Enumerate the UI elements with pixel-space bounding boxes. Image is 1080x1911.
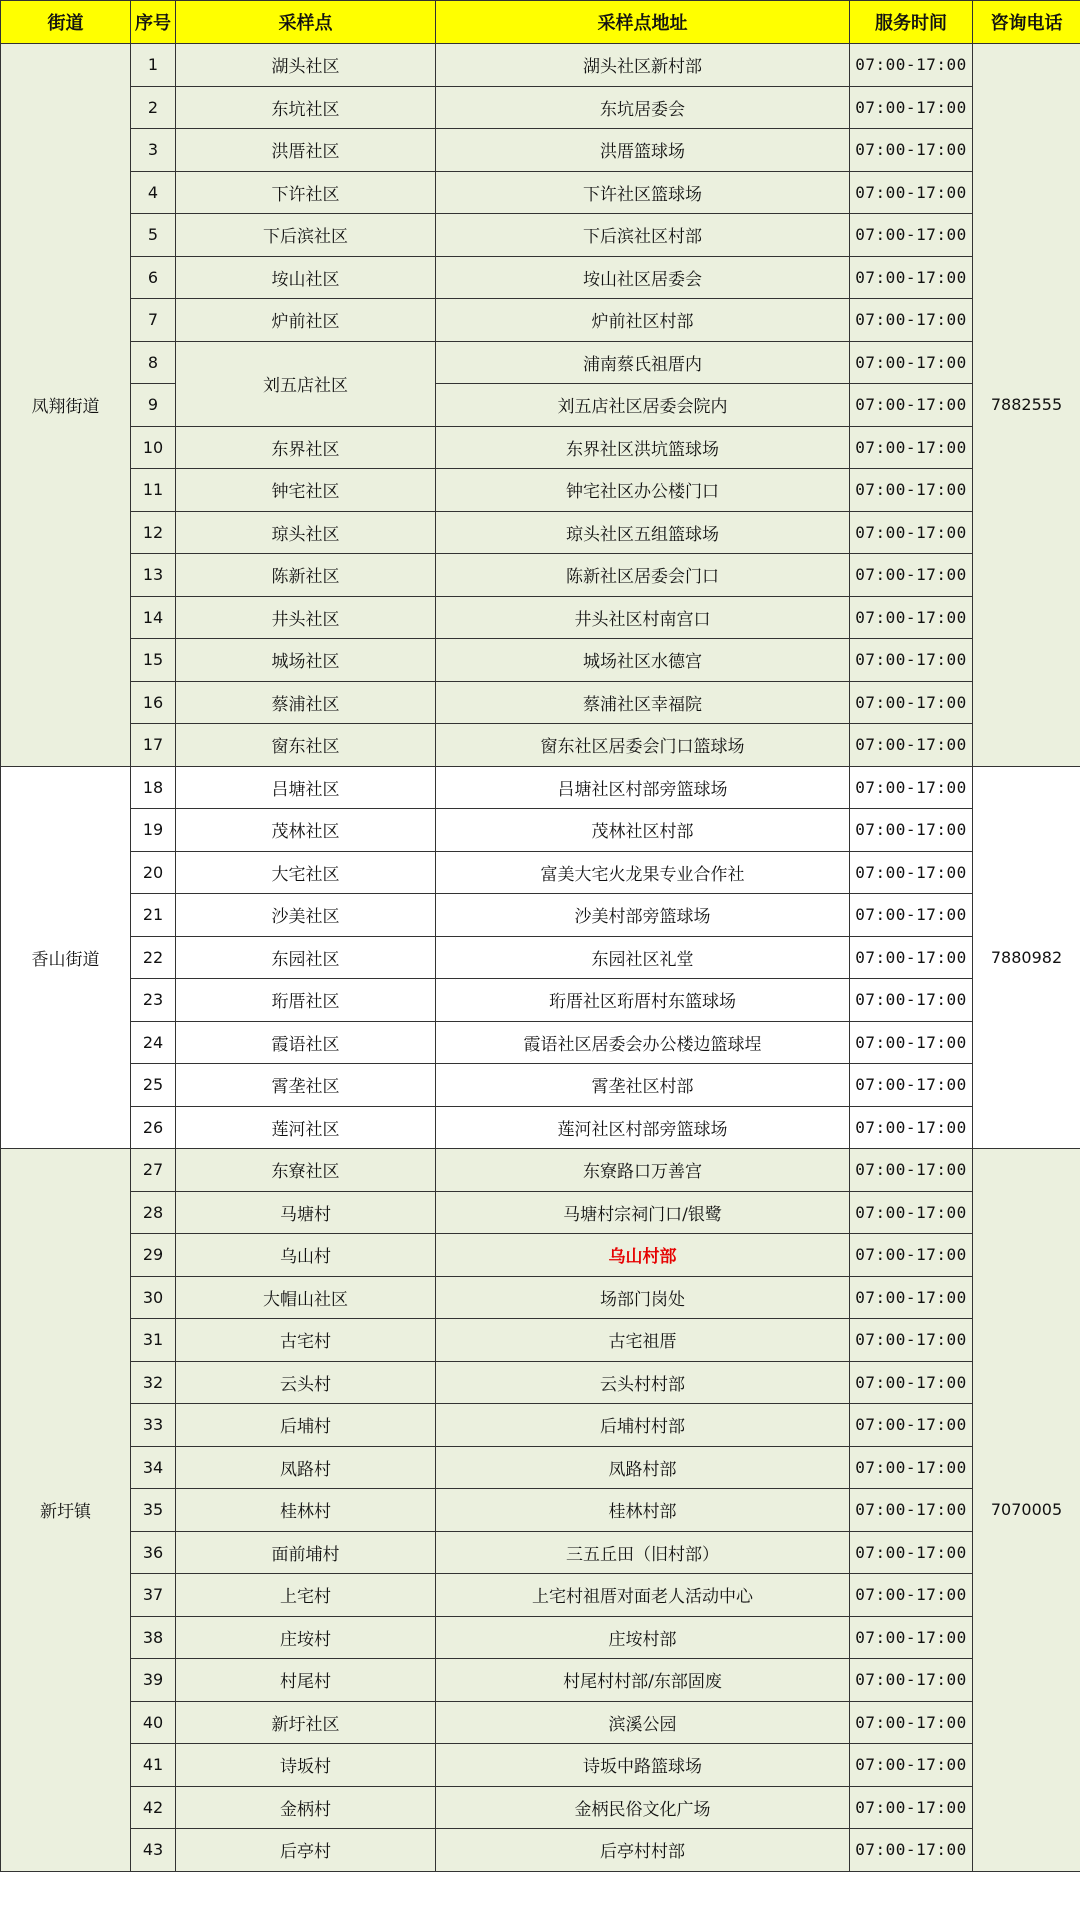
number-cell: 26: [131, 1106, 176, 1149]
address-cell: [436, 384, 850, 427]
address-cell: [436, 86, 850, 129]
address-text: 湖头社区新村部: [583, 57, 702, 78]
address-text: 村尾村村部/东部固废: [563, 1672, 722, 1693]
table-row: [1, 129, 1080, 172]
address-cell: [436, 171, 850, 214]
service-time-cell: 07:00-17:00: [850, 1786, 973, 1829]
address-text: 霞语社区居委会办公楼边篮球埕: [523, 1034, 762, 1055]
table-row: [1, 1191, 1080, 1234]
site-cell: 茂林社区: [176, 809, 436, 852]
table-row: [1, 766, 1080, 809]
address-text: 浦南蔡氏祖厝内: [583, 354, 702, 375]
table-row: [1, 256, 1080, 299]
service-time-cell: 07:00-17:00: [850, 214, 973, 257]
number-cell: 36: [131, 1531, 176, 1574]
service-time-cell: 07:00-17:00: [850, 1319, 973, 1362]
address-text: 桂林村部: [608, 1502, 677, 1523]
number-cell: 18: [131, 766, 176, 809]
address-cell: [436, 44, 850, 87]
number-cell: 35: [131, 1489, 176, 1532]
number-cell: 13: [131, 554, 176, 597]
table-row: [1, 1701, 1080, 1744]
service-time-cell: 07:00-17:00: [850, 894, 973, 937]
number-cell: 39: [131, 1659, 176, 1702]
number-cell: 3: [131, 129, 176, 172]
site-cell: 窗东社区: [176, 724, 436, 767]
address-text: 富美大宅火龙果专业合作社: [540, 864, 745, 885]
address-text: 炉前社区村部: [591, 312, 694, 333]
service-time-cell: 07:00-17:00: [850, 256, 973, 299]
address-text: 诗坂中路篮球场: [583, 1757, 702, 1778]
number-cell: 4: [131, 171, 176, 214]
site-cell: 大宅社区: [176, 851, 436, 894]
service-time-cell: 07:00-17:00: [850, 1106, 973, 1149]
address-text: 莲河社区村部旁篮球场: [557, 1119, 728, 1140]
number-cell: 32: [131, 1361, 176, 1404]
number-cell: 24: [131, 1021, 176, 1064]
number-cell: 11: [131, 469, 176, 512]
address-cell: [436, 1276, 850, 1319]
service-time-cell: 07:00-17:00: [850, 299, 973, 342]
service-time-cell: 07:00-17:00: [850, 426, 973, 469]
service-time-cell: 07:00-17:00: [850, 639, 973, 682]
address-cell: [436, 1574, 850, 1617]
site-cell: 霄垄社区: [176, 1064, 436, 1107]
address-text: 庄垵村部: [608, 1629, 677, 1650]
service-time-cell: 07:00-17:00: [850, 1701, 973, 1744]
phone-cell: 7880982: [973, 766, 1080, 1149]
site-cell: 桂林村: [176, 1489, 436, 1532]
service-time-cell: 07:00-17:00: [850, 1489, 973, 1532]
table-row: [1, 1616, 1080, 1659]
number-cell: 33: [131, 1404, 176, 1447]
address-cell: [436, 1064, 850, 1107]
site-cell: 村尾村: [176, 1659, 436, 1702]
address-cell: [436, 426, 850, 469]
site-cell: 蔡浦社区: [176, 681, 436, 724]
service-time-cell: 07:00-17:00: [850, 341, 973, 384]
number-cell: 8: [131, 341, 176, 384]
number-cell: 1: [131, 44, 176, 87]
service-time-cell: 07:00-17:00: [850, 1659, 973, 1702]
table-row: [1, 979, 1080, 1022]
address-cell: [436, 299, 850, 342]
table-row: [1, 1319, 1080, 1362]
number-cell: 20: [131, 851, 176, 894]
service-time-cell: 07:00-17:00: [850, 1574, 973, 1617]
table-row: [1, 1404, 1080, 1447]
table-row: [1, 1021, 1080, 1064]
address-text: 后埔村村部: [600, 1417, 685, 1438]
address-cell: [436, 809, 850, 852]
service-time-cell: 07:00-17:00: [850, 511, 973, 554]
service-time-cell: 07:00-17:00: [850, 384, 973, 427]
service-time-cell: 07:00-17:00: [850, 1616, 973, 1659]
number-cell: 21: [131, 894, 176, 937]
address-text: 场部门岗处: [600, 1289, 685, 1310]
table-row: [1, 681, 1080, 724]
table-row: [1, 1659, 1080, 1702]
address-text: 陈新社区居委会门口: [566, 567, 719, 588]
address-text: 窗东社区居委会门口篮球场: [540, 737, 745, 758]
address-cell: [436, 766, 850, 809]
site-cell: 后亭村: [176, 1829, 436, 1872]
address-cell: [436, 596, 850, 639]
service-time-cell: 07:00-17:00: [850, 86, 973, 129]
site-cell: 琼头社区: [176, 511, 436, 554]
service-time-cell: 07:00-17:00: [850, 979, 973, 1022]
address-cell: [436, 639, 850, 682]
address-cell: [436, 341, 850, 384]
address-text: 井头社区村南宫口: [574, 609, 711, 630]
address-text: 东园社区礼堂: [591, 949, 694, 970]
address-text: 下后滨社区村部: [583, 227, 702, 248]
address-cell: [436, 1829, 850, 1872]
number-cell: 31: [131, 1319, 176, 1362]
site-cell: 吕塘社区: [176, 766, 436, 809]
header-service-time: 服务时间: [850, 1, 973, 44]
table-row: [1, 1574, 1080, 1617]
number-cell: 15: [131, 639, 176, 682]
site-cell: 刘五店社区: [176, 341, 436, 426]
table-row: [1, 1489, 1080, 1532]
table-row: [1, 426, 1080, 469]
address-text: 古宅祖厝: [608, 1332, 677, 1353]
table-row: [1, 1531, 1080, 1574]
service-time-cell: 07:00-17:00: [850, 1021, 973, 1064]
site-cell: 城场社区: [176, 639, 436, 682]
address-cell: [436, 1191, 850, 1234]
address-cell: [436, 129, 850, 172]
table-row: [1, 809, 1080, 852]
number-cell: 38: [131, 1616, 176, 1659]
number-cell: 41: [131, 1744, 176, 1787]
street-cell: 香山街道: [1, 766, 131, 1149]
header-address: 采样点地址: [436, 1, 850, 44]
number-cell: 16: [131, 681, 176, 724]
site-cell: 乌山村: [176, 1234, 436, 1277]
address-text: 东寮路口万善宫: [583, 1162, 702, 1183]
site-cell: 古宅村: [176, 1319, 436, 1362]
number-cell: 17: [131, 724, 176, 767]
table-row: [1, 1744, 1080, 1787]
table-row: [1, 1106, 1080, 1149]
header-number: 序号: [131, 1, 176, 44]
street-cell: 新圩镇: [1, 1149, 131, 1872]
address-cell: [436, 681, 850, 724]
site-cell: 新圩社区: [176, 1701, 436, 1744]
service-time-cell: 07:00-17:00: [850, 809, 973, 852]
service-time-cell: 07:00-17:00: [850, 1234, 973, 1277]
site-cell: 霞语社区: [176, 1021, 436, 1064]
address-cell: [436, 851, 850, 894]
site-cell: 东界社区: [176, 426, 436, 469]
service-time-cell: 07:00-17:00: [850, 1829, 973, 1872]
header-row: [1, 1, 1080, 44]
address-cell: [436, 1106, 850, 1149]
site-cell: 大帽山社区: [176, 1276, 436, 1319]
site-cell: 洪厝社区: [176, 129, 436, 172]
address-cell: [436, 1701, 850, 1744]
number-cell: 28: [131, 1191, 176, 1234]
number-cell: 42: [131, 1786, 176, 1829]
site-cell: 井头社区: [176, 596, 436, 639]
address-text: 茂林社区村部: [591, 822, 694, 843]
address-cell: [436, 469, 850, 512]
service-time-cell: 07:00-17:00: [850, 1744, 973, 1787]
table-row: [1, 894, 1080, 937]
number-cell: 37: [131, 1574, 176, 1617]
address-cell: [436, 1446, 850, 1489]
address-text: 琼头社区五组篮球场: [566, 524, 719, 545]
address-text: 洪厝篮球场: [600, 142, 685, 163]
service-time-cell: 07:00-17:00: [850, 936, 973, 979]
address-cell: [436, 1744, 850, 1787]
number-cell: 43: [131, 1829, 176, 1872]
table-row: [1, 851, 1080, 894]
address-text: 滨溪公园: [608, 1714, 677, 1735]
table-row: [1, 1361, 1080, 1404]
address-cell: [436, 256, 850, 299]
service-time-cell: 07:00-17:00: [850, 469, 973, 512]
table-row: [1, 469, 1080, 512]
header-street: 街道: [1, 1, 131, 44]
service-time-cell: 07:00-17:00: [850, 851, 973, 894]
table-row: [1, 384, 1080, 427]
address-text: 珩厝社区珩厝村东篮球场: [549, 992, 736, 1013]
site-cell: 面前埔村: [176, 1531, 436, 1574]
address-text: 城场社区水德宫: [583, 652, 702, 673]
site-cell: 下许社区: [176, 171, 436, 214]
service-time-cell: 07:00-17:00: [850, 1276, 973, 1319]
service-time-cell: 07:00-17:00: [850, 554, 973, 597]
address-cell: [436, 1616, 850, 1659]
table-row: [1, 1446, 1080, 1489]
service-time-cell: 07:00-17:00: [850, 1064, 973, 1107]
number-cell: 30: [131, 1276, 176, 1319]
site-cell: 垵山社区: [176, 256, 436, 299]
table-row: [1, 86, 1080, 129]
address-cell: [436, 979, 850, 1022]
number-cell: 27: [131, 1149, 176, 1192]
table-row: [1, 511, 1080, 554]
site-cell: 庄垵村: [176, 1616, 436, 1659]
site-cell: 诗坂村: [176, 1744, 436, 1787]
address-cell: [436, 724, 850, 767]
highlighted-address: 乌山村部: [608, 1247, 677, 1268]
table-row: [1, 596, 1080, 639]
site-cell: 陈新社区: [176, 554, 436, 597]
site-cell: 东坑社区: [176, 86, 436, 129]
address-cell: [436, 1659, 850, 1702]
site-cell: 上宅村: [176, 1574, 436, 1617]
address-cell: [436, 1361, 850, 1404]
number-cell: 40: [131, 1701, 176, 1744]
table-row: [1, 1064, 1080, 1107]
address-text: 金柄民俗文化广场: [574, 1799, 711, 1820]
table-row: [1, 299, 1080, 342]
number-cell: 22: [131, 936, 176, 979]
address-cell: [436, 511, 850, 554]
table-row: [1, 171, 1080, 214]
table-row: [1, 1234, 1080, 1277]
street-cell: 凤翔街道: [1, 44, 131, 767]
service-time-cell: 07:00-17:00: [850, 1531, 973, 1574]
number-cell: 10: [131, 426, 176, 469]
site-cell: 湖头社区: [176, 44, 436, 87]
table-row: [1, 1786, 1080, 1829]
site-cell: 下后滨社区: [176, 214, 436, 257]
table-row: [1, 1829, 1080, 1872]
number-cell: 7: [131, 299, 176, 342]
site-cell: 后埔村: [176, 1404, 436, 1447]
site-cell: 凤路村: [176, 1446, 436, 1489]
table-row: [1, 724, 1080, 767]
service-time-cell: 07:00-17:00: [850, 44, 973, 87]
site-cell: 沙美社区: [176, 894, 436, 937]
number-cell: 9: [131, 384, 176, 427]
address-text: 垵山社区居委会: [583, 269, 702, 290]
phone-cell: 7882555: [973, 44, 1080, 767]
table-row: [1, 214, 1080, 257]
address-text: 刘五店社区居委会院内: [557, 397, 728, 418]
address-cell: [436, 1021, 850, 1064]
address-cell: [436, 1149, 850, 1192]
site-cell: 金柄村: [176, 1786, 436, 1829]
number-cell: 29: [131, 1234, 176, 1277]
table-row: [1, 936, 1080, 979]
number-cell: 34: [131, 1446, 176, 1489]
address-text: 钟宅社区办公楼门口: [566, 482, 719, 503]
service-time-cell: 07:00-17:00: [850, 1446, 973, 1489]
service-time-cell: 07:00-17:00: [850, 724, 973, 767]
number-cell: 5: [131, 214, 176, 257]
table-row: [1, 341, 1080, 384]
address-cell: [436, 1786, 850, 1829]
table-row: [1, 44, 1080, 87]
address-text: 马塘村宗祠门口/银鹭: [563, 1204, 722, 1225]
address-text: 沙美村部旁篮球场: [574, 907, 711, 928]
site-cell: 马塘村: [176, 1191, 436, 1234]
service-time-cell: 07:00-17:00: [850, 1404, 973, 1447]
address-text: 后亭村村部: [600, 1842, 685, 1863]
table-row: [1, 639, 1080, 682]
site-cell: 炉前社区: [176, 299, 436, 342]
address-text: 蔡浦社区幸福院: [583, 694, 702, 715]
table-body: [1, 44, 1080, 1872]
address-cell: [436, 1319, 850, 1362]
number-cell: 19: [131, 809, 176, 852]
site-cell: 珩厝社区: [176, 979, 436, 1022]
table-row: [1, 1276, 1080, 1319]
address-text: 吕塘社区村部旁篮球场: [557, 779, 728, 800]
address-text: 下许社区篮球场: [583, 184, 702, 205]
number-cell: 12: [131, 511, 176, 554]
address-text: 霄垄社区村部: [591, 1077, 694, 1098]
address-text: 东界社区洪坑篮球场: [566, 439, 719, 460]
table-row: [1, 554, 1080, 597]
number-cell: 14: [131, 596, 176, 639]
address-text: 上宅村祖厝对面老人活动中心: [532, 1587, 753, 1608]
number-cell: 23: [131, 979, 176, 1022]
site-cell: 东寮社区: [176, 1149, 436, 1192]
address-cell: [436, 1234, 850, 1277]
service-time-cell: 07:00-17:00: [850, 1361, 973, 1404]
site-cell: 钟宅社区: [176, 469, 436, 512]
service-time-cell: 07:00-17:00: [850, 171, 973, 214]
address-text: 三五丘田（旧村部）: [566, 1544, 719, 1565]
address-cell: [436, 1489, 850, 1532]
number-cell: 25: [131, 1064, 176, 1107]
header-phone: 咨询电话: [973, 1, 1080, 44]
address-cell: [436, 214, 850, 257]
address-cell: [436, 936, 850, 979]
service-time-cell: 07:00-17:00: [850, 766, 973, 809]
address-cell: [436, 894, 850, 937]
site-cell: 莲河社区: [176, 1106, 436, 1149]
phone-cell: 7070005: [973, 1149, 1080, 1872]
service-time-cell: 07:00-17:00: [850, 681, 973, 724]
service-time-cell: 07:00-17:00: [850, 129, 973, 172]
service-time-cell: 07:00-17:00: [850, 1191, 973, 1234]
table-row: [1, 1149, 1080, 1192]
header-site: 采样点: [176, 1, 436, 44]
address-cell: [436, 1404, 850, 1447]
site-cell: 东园社区: [176, 936, 436, 979]
address-text: 凤路村部: [608, 1459, 677, 1480]
address-text: 东坑居委会: [600, 99, 685, 120]
site-cell: 云头村: [176, 1361, 436, 1404]
service-time-cell: 07:00-17:00: [850, 1149, 973, 1192]
address-cell: [436, 554, 850, 597]
service-time-cell: 07:00-17:00: [850, 596, 973, 639]
address-cell: [436, 1531, 850, 1574]
number-cell: 6: [131, 256, 176, 299]
address-text: 云头村村部: [600, 1374, 685, 1395]
number-cell: 2: [131, 86, 176, 129]
